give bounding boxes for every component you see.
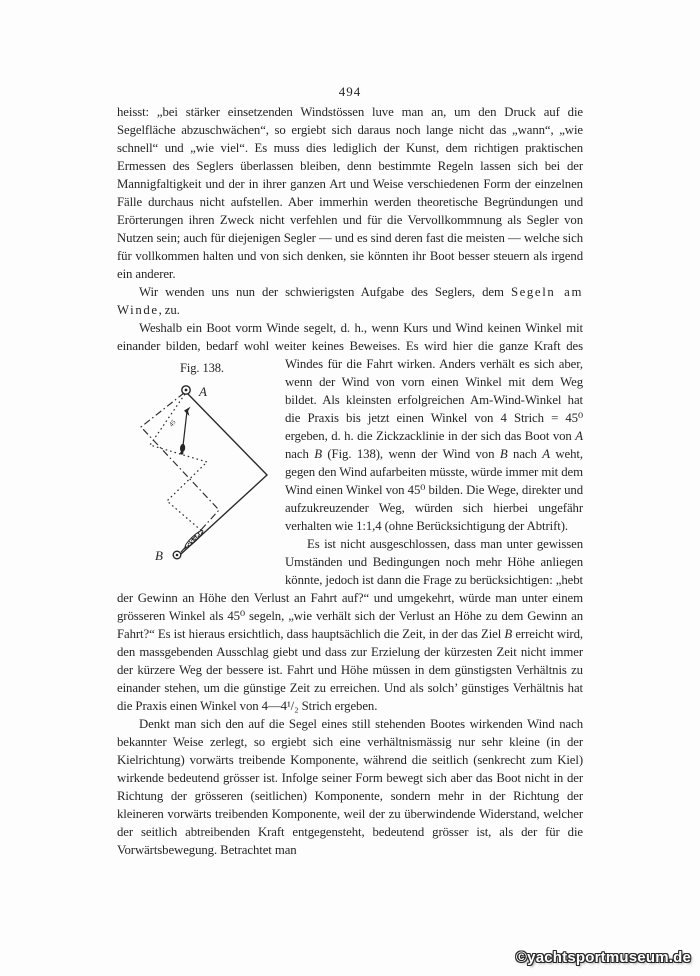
zigzag-dotted-line	[150, 394, 207, 553]
paragraph-2: Wir wenden uns nun der schwierigsten Aufgabe des Seglers, dem Segeln am Winde, zu.	[117, 285, 583, 317]
point-ref: B	[314, 447, 322, 461]
figure-138-diagram	[117, 379, 277, 565]
point-ref: A	[542, 447, 550, 461]
label-b: B	[155, 548, 163, 563]
wind-arrow-icon	[183, 411, 187, 446]
body-text	[117, 103, 583, 859]
watermark: ©yachtsportmuseum.de	[515, 949, 691, 966]
paragraph-4: Es ist nicht ausgeschlossen, dass man unter gewissen Umständen und Bedingungen noch mehr Höhe anliegen könnte, jedoch ist dann die Frage zu berücksichtigen: „hebt der Gewinn an Höhe den Verlust an Fahrt auf?“ und umgekehrt, würde man unter einem grösseren Winkel als 45⁰ segeln, „wie verhält sich der Verlust an Höhe zu dem Gewinn an Fahrt?“ Es ist hieraus ersichtlich, dass hauptsächlich die Zeit, in der das Ziel B erreicht wird, den massgebenden Ausschlag giebt und dass zur Erzielung der kürzesten Zeit nicht immer der kürzere Weg der bessere ist. Fahrt und Höhe müssen in dem günstigsten Verhältnis zu einander stehen, um die günstige Zeit zu erreichen. Und als solch’ günstiges Verhältnis hat die Praxis einen Winkel von 4—4¹/₂ Strich ergeben.	[117, 537, 583, 713]
paragraph-1: heisst: „bei stärker einsetzenden Windstössen luve man an, um den Druck auf die Segelfläche abzuschwächen“, so ergiebt sich daraus noch lange nicht das „wann“, „wie schnell“ und „wie viel“. Es muss dies lediglich der Kunst, dem richtigen praktischen Ermessen des Seglers überlassen bleiben, denn bestimmte Regeln lassen sich bei der Mannigfaltigkeit und der in ihrer ganzen Art und Weise verschiedenen Form der einzelnen Fälle durchaus nicht aufstellen. Aber immerhin werden theoretische Begründungen und Erörterungen ihren Zweck nicht verfehlen und für die Vervollkommnung als Segler von Nutzen sein; auch für diejenigen Segler — und es sind deren fast die meisten — welche sich für vollkommen halten und von sich denken, sie könnten ihr Boot besser steuern als irgend ein anderer.	[117, 105, 583, 281]
figure-caption: Fig. 138.	[180, 361, 224, 375]
zigzag-dashdot-line	[141, 393, 219, 552]
point-ref: A	[575, 429, 583, 443]
point-a-marker	[182, 386, 190, 394]
point-b-marker	[173, 551, 181, 559]
boat-icon	[183, 529, 204, 550]
figure-138	[117, 359, 277, 565]
point-ref: B	[499, 447, 508, 461]
page-number: 494	[338, 84, 362, 99]
boat-position-dot	[180, 451, 183, 454]
paragraph-5: Denkt man sich den auf die Segel eines still stehenden Bootes wirkenden Wind nach bekannter Weise zerlegt, so ergiebt sich eine verhältnismässig nur sehr kleine (in der Kielrichtung) vorwärts treibende Komponente, während die seitlich (senkrecht zum Kiel) wirkende bedeutend grösser ist. Infolge seiner Form bewegt sich aber das Boot nicht in der Richtung der grösseren (seitlichen) Komponente, sondern mehr in der Richtung der kleineren vorwärts treibenden Komponente, weil der zu überwindende Widerstand, welcher der seitlich abtreibenden Kraft entgegensteht, bedeutend grösser ist, als der für die Vorwärtsbewegung. Betrachtet man	[117, 717, 583, 857]
point-ref: B	[504, 627, 513, 641]
angle-label: 45	[168, 418, 178, 429]
boat-position-icon	[180, 444, 186, 453]
emphasis-segeln-am-winde: Segeln am Winde	[117, 285, 583, 317]
label-a: A	[199, 384, 207, 399]
paragraph-3: Weshalb ein Boot vorm Winde segelt, d. h., wenn Kurs und Wind keinen Winkel mit einander bilden, bedarf wohl weiter keines Beweises. Es wird hier Fig. 138. 45 A B die ganze Kraft des Windes für die Fahrt wirken. Anders verhält es sich aber, wenn der Wind von vorn einen Winkel mit dem Weg bildet. Als kleinsten erfolgreichen Am-Wind-Winkel hat die Praxis bis jetzt einen Winkel von 4 Strich = 45⁰ ergeben, d. h. die Zickzacklinie in der sich das Boot von A nach B (Fig. 138), wenn der Wind von B nach A weht, gegen den Wind aufarbeiten müsste, würde immer mit dem Wind einen Winkel von 45⁰ bilden. Die Wege, direkter und aufzukreuzender Weg, würden sich hierbei ungefähr verhalten wie 1:1,4 (ohne Berücksichtigung der Abtrift).	[117, 321, 583, 563]
